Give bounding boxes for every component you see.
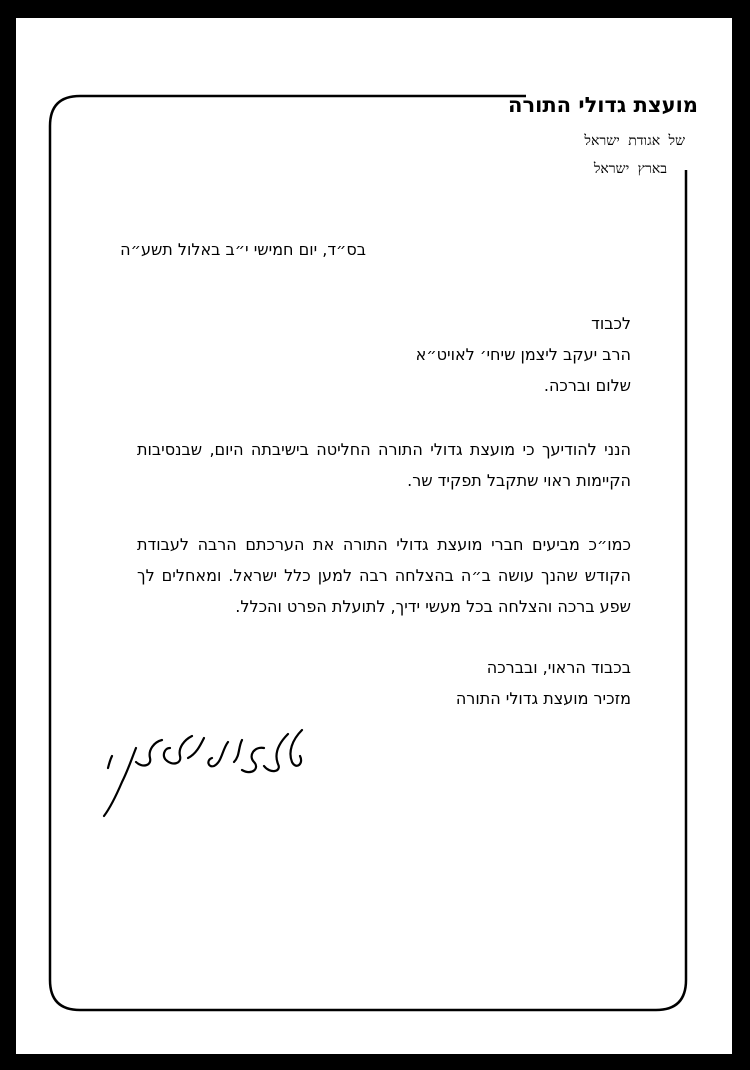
handwritten-signature — [92, 718, 316, 828]
letterhead-org-name — [508, 92, 698, 118]
paragraph-2-line-2: הקודש שהנך עושה ב״ה בהצלחה רבה למען כלל ישראל. ומאחלים לך — [137, 566, 631, 585]
closing-line: בכבוד הראוי, ובברכה — [486, 658, 631, 677]
letter-page — [16, 18, 732, 1054]
paragraph-1-line-1: הנני להודיעך כי מועצת גדולי התורה החליטה בישיבתה היום, שבנסיבות — [137, 440, 631, 459]
paragraph-2-line-1: כמו״כ מביעים חברי מועצת גדולי התורה את הערכתם הרבה לעבודת — [137, 535, 631, 554]
paragraph-2-line-3: שפע ברכה והצלחה בכל מעשי ידיך, לתועלת הפרט והכלל. — [235, 597, 631, 616]
letter-date: בס״ד, יום חמישי י״ב באלול תשע״ה — [120, 240, 366, 259]
to-label: לכבוד — [591, 314, 631, 333]
letterhead-subtitle-1: של אגודת ישראל — [584, 133, 685, 149]
org-name-text: מועצת גדולי התורה — [508, 93, 698, 117]
recipient-name: הרב יעקב ליצמן שיחי׳ לאויט״א — [415, 345, 631, 364]
greeting: שלום וברכה. — [543, 376, 631, 395]
letterhead-subtitle-2: בארץ ישראל — [593, 161, 667, 177]
signatory-title: מזכיר מועצת גדולי התורה — [455, 689, 631, 708]
paragraph-1-line-2: הקיימות ראוי שתקבל תפקיד שר. — [407, 471, 631, 490]
